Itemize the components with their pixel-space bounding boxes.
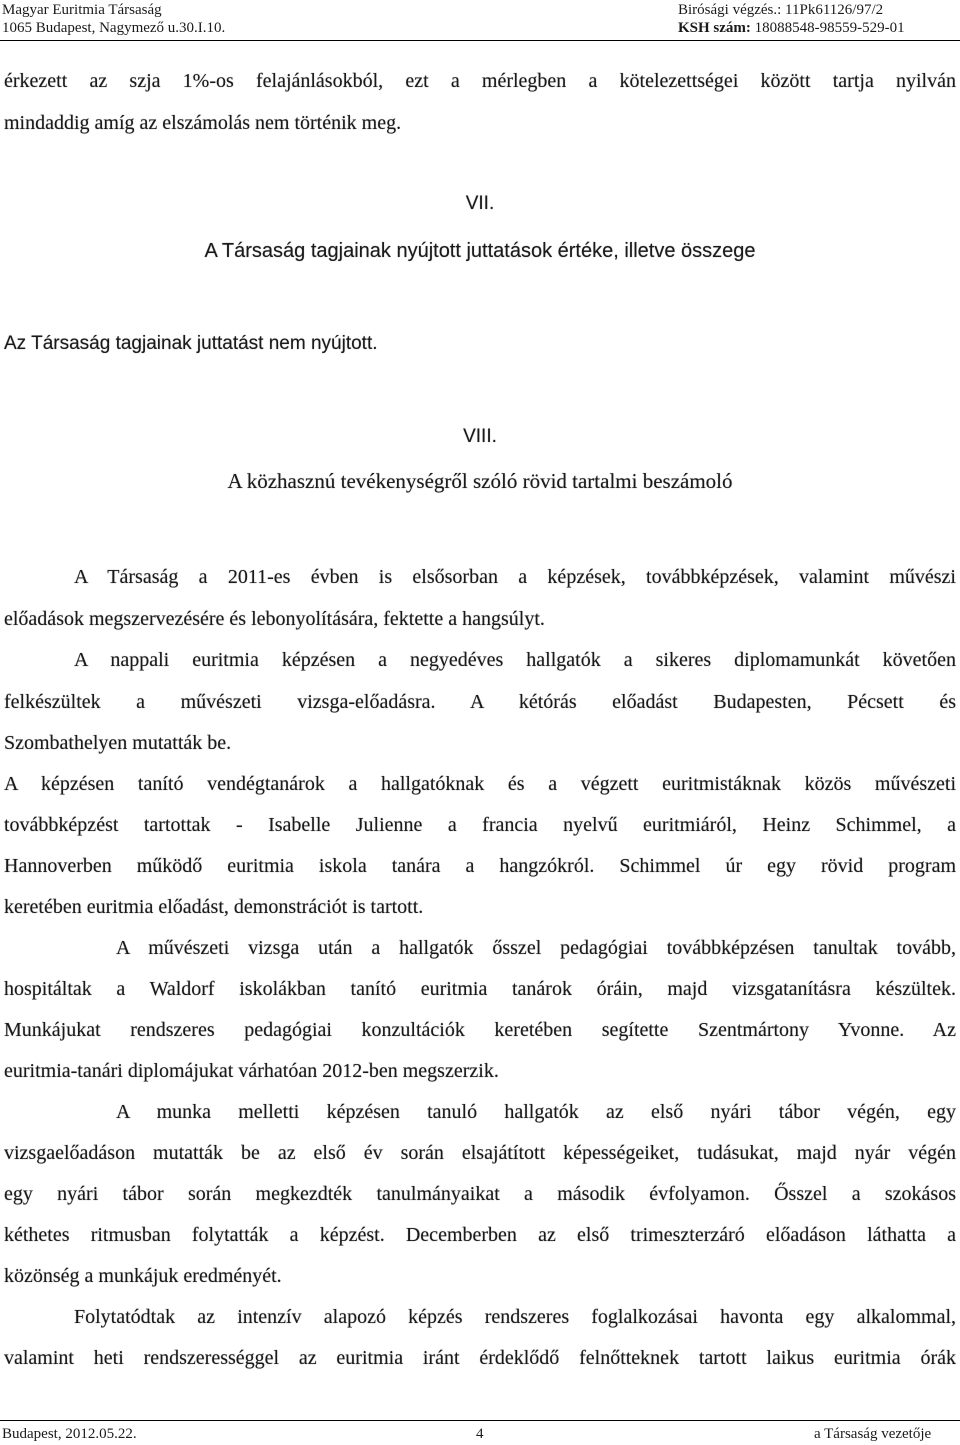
section-number: VIII. — [463, 426, 497, 447]
paragraph-line: kéthetes ritmusban folytatták a képzést. Decemberben az első trimeszterzáró előadáson láthatta a — [4, 1224, 956, 1246]
ksh-value: 18088548-98559-529-01 — [754, 20, 905, 36]
paragraph-line: hospitáltak a Waldorf iskolákban tanító euritmia tanárok óráin, majd vizsgatanításra készültek. — [4, 978, 956, 1000]
paragraph-line: A munka melletti képzésen tanuló hallgatók az első nyári tábor végén, egy — [116, 1101, 956, 1123]
org-name: Magyar Euritmia Társaság — [2, 2, 162, 18]
section-number: VII. — [465, 193, 495, 214]
paragraph-line: A Társaság a 2011-es évben is elsősorban a képzések, továbbképzések, valamint művészi — [74, 566, 956, 588]
section-title: A Társaság tagjainak nyújtott juttatások értéke, illetve összege — [204, 240, 756, 262]
section-title: A közhasznú tevékenységről szóló rövid tartalmi beszámoló — [227, 469, 733, 493]
footer-date: Budapest, 2012.05.22. — [2, 1426, 137, 1442]
paragraph-line: előadások megszervezésére és lebonyolítására, fektette a hangsúlyt. — [4, 608, 545, 630]
paragraph-line: Szombathelyen mutatták be. — [4, 732, 232, 754]
page-header — [0, 0, 960, 41]
intro-line: mindaddig amíg az elszámolás nem történik meg. — [4, 112, 402, 134]
section-text: Az Társaság tagjainak juttatást nem nyújtott. — [4, 333, 378, 354]
paragraph-line: A képzésen tanító vendégtanárok a hallgatóknak és a végzett euritmistáknak közös művészeti — [4, 773, 956, 795]
paragraph-line: keretében euritmia előadást, demonstrációt is tartott. — [4, 896, 424, 918]
org-address: 1065 Budapest, Nagymező u.30.I.10. — [2, 20, 226, 36]
paragraph-line: Munkájukat rendszeres pedagógiai konzultációk keretében segítette Szentmártony Yvonne. Az — [4, 1019, 956, 1041]
court-reference: Birósági végzés.: 11Pk61126/97/2 — [678, 2, 884, 18]
paragraph-line: valamint heti rendszerességgel az euritmia iránt érdeklődő felnőtteknek tartott laikus euritmia órák — [4, 1347, 956, 1369]
ksh-label: KSH szám: — [678, 20, 751, 36]
paragraph-line: A művészeti vizsga után a hallgatók ősszel pedagógiai továbbképzésen tanultak tovább, — [116, 937, 956, 959]
paragraph-line: egy nyári tábor során megkezdték tanulmányaikat a második évfolyamon. Ősszel a szokásos — [4, 1183, 956, 1205]
paragraph-line: felkészültek a művészeti vizsga-előadásra. A kétórás előadást Budapesten, Pécsett és — [4, 691, 956, 713]
paragraph-line: vizsgaelőadáson mutatták be az első év során elsajátított képességeiket, tudásukat, majd nyár végén — [4, 1142, 956, 1164]
intro-line: érkezett az szja 1%-os felajánlásokból, ezt a mérlegben a kötelezettségei között tartja nyilván — [4, 70, 956, 92]
ksh-number — [678, 20, 905, 37]
signature-label: a Társaság vezetője — [814, 1426, 932, 1442]
paragraph-line: továbbképzést tartottak - Isabelle Julienne a francia nyelvű euritmiáról, Heinz Schimmel, a — [4, 814, 956, 836]
page-footer — [0, 1420, 960, 1442]
page-number: 4 — [476, 1426, 484, 1442]
paragraph-line: Hannoverben működő euritmia iskola tanára a hangzókról. Schimmel úr egy rövid program — [4, 855, 956, 877]
paragraph-line: euritmia-tanári diplomájukat várhatóan 2012-ben megszerzik. — [4, 1060, 499, 1082]
paragraph-line: közönség a munkájuk eredményét. — [4, 1265, 282, 1287]
paragraph-line: A nappali euritmia képzésen a negyedéves hallgatók a sikeres diplomamunkát követően — [74, 649, 956, 671]
paragraph-line: Folytatódtak az intenzív alapozó képzés rendszeres foglalkozásai havonta egy alkalommal, — [74, 1306, 956, 1328]
